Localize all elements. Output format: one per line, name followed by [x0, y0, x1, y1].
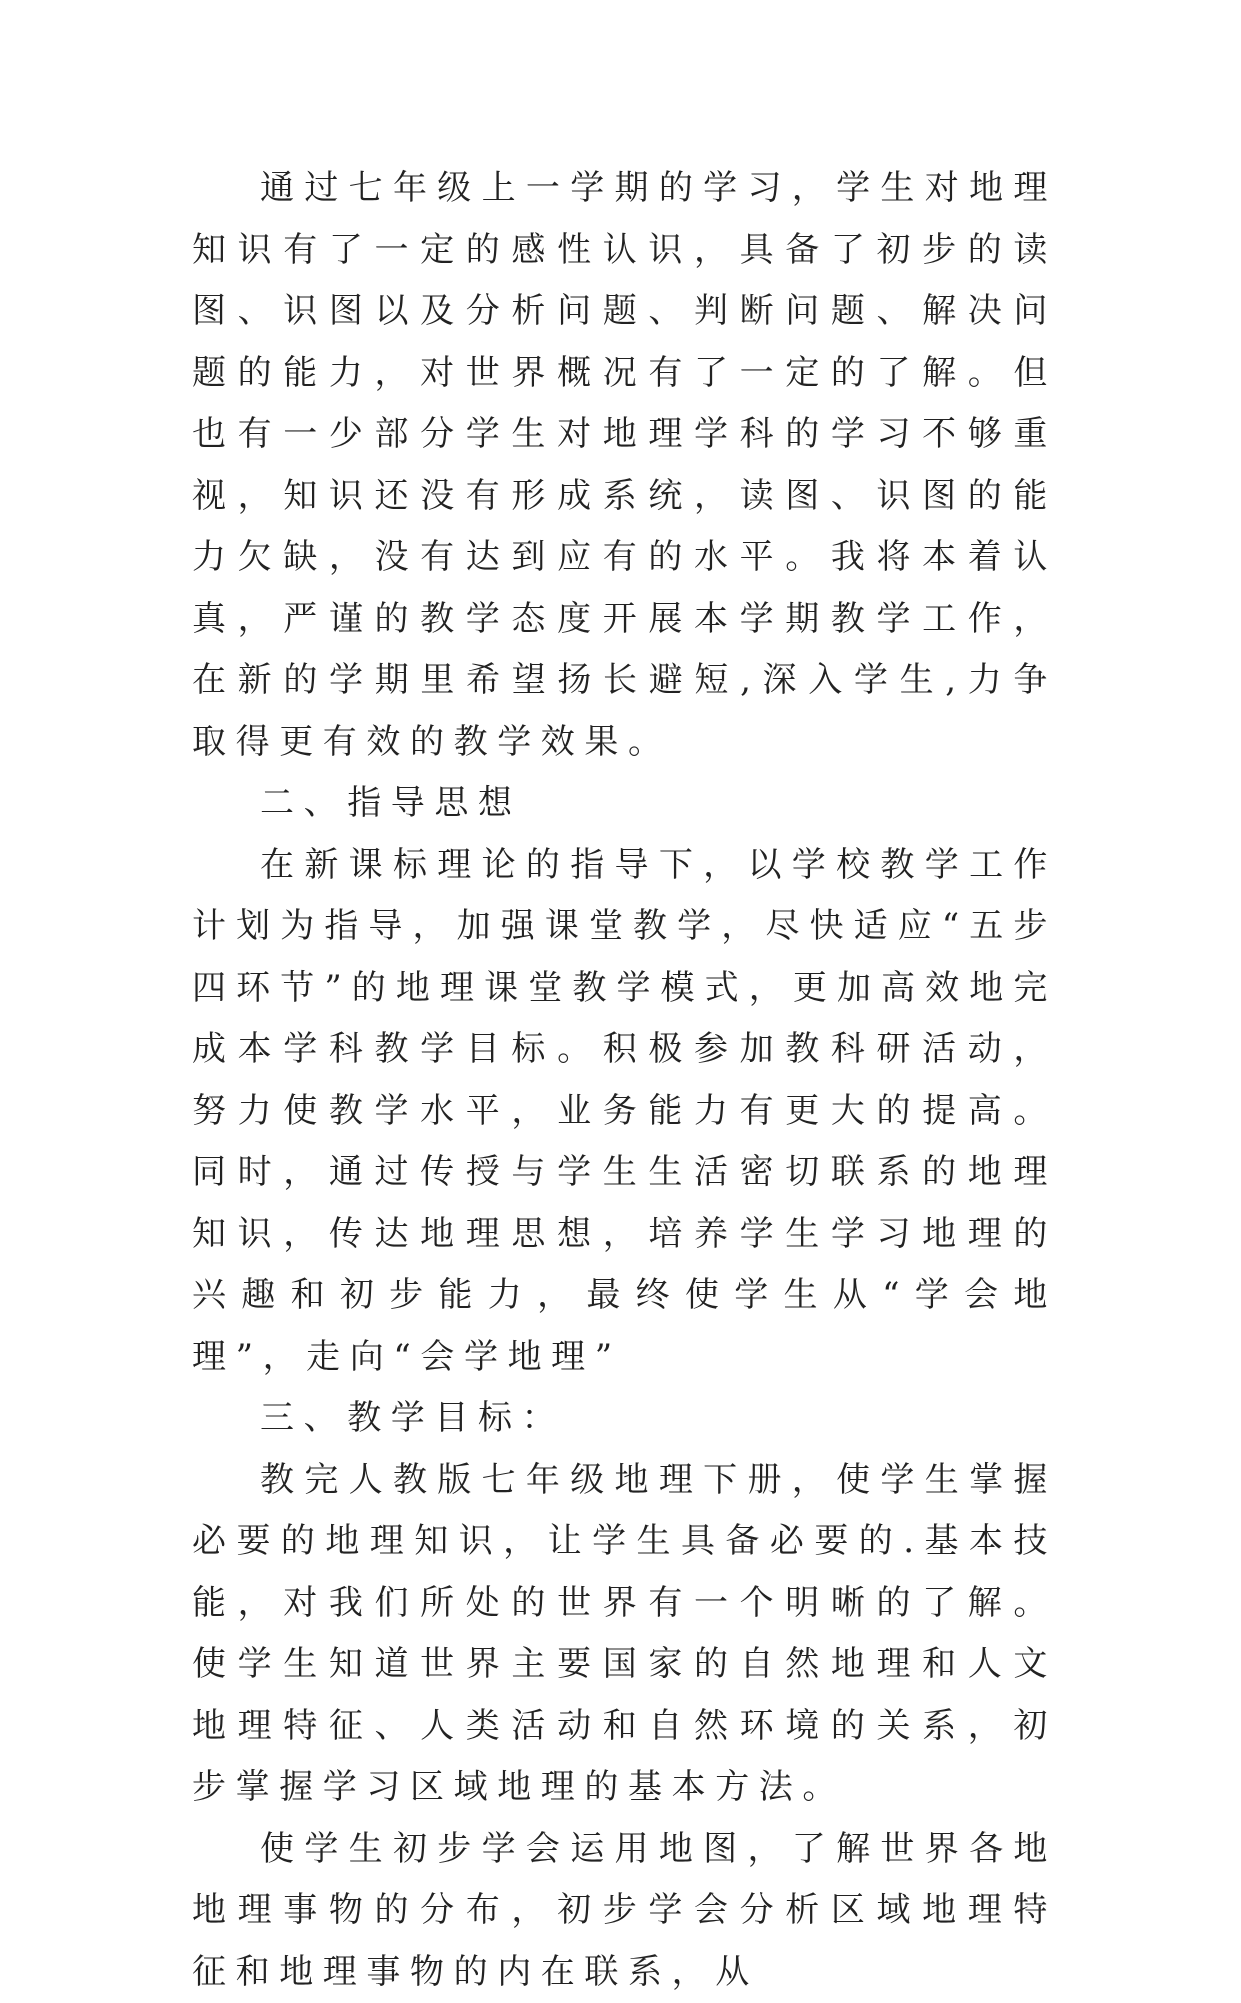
paragraph-map-skills: 使学生初步学会运用地图，了解世界各地地理事物的分布，初步学会分析区域地理特征和地理事物的内在联系，从	[192, 1819, 1057, 2003]
paragraph-intro: 通过七年级上一学期的学习，学生对地理知识有了一定的感性认识，具备了初步的读图、识图以及分析问题、判断问题、解决问题的能力，对世界概况有了一定的了解。但也有一少部分学生对地理学科的学习不够重视，知识还没有形成系统，读图、识图的能力欠缺，没有达到应有的水平。我将本着认真，严谨的教学态度开展本学期教学工作，在新的学期里希望扬长避短,深入学生,力争取得更有效的教学效果。	[192, 158, 1057, 773]
section-heading-teaching-goals: 三、教学目标：	[192, 1388, 1057, 1450]
section-heading-guiding-ideology: 二、指导思想	[192, 773, 1057, 835]
document-body	[192, 158, 1057, 2003]
paragraph-teaching-goals: 教完人教版七年级地理下册，使学生掌握必要的地理知识，让学生具备必要的.基本技能，对我们所处的世界有一个明晰的了解。使学生知道世界主要国家的自然地理和人文地理特征、人类活动和自然环境的关系，初步掌握学习区域地理的基本方法。	[192, 1450, 1057, 1819]
paragraph-guiding-ideology: 在新课标理论的指导下，以学校教学工作计划为指导，加强课堂教学，尽快适应“五步四环节”的地理课堂教学模式，更加高效地完成本学科教学目标。积极参加教科研活动，努力使教学水平，业务能力有更大的提高。同时，通过传授与学生生活密切联系的地理知识，传达地理思想，培养学生学习地理的兴趣和初步能力，最终使学生从“学会地理”，走向“会学地理”	[192, 835, 1057, 1389]
